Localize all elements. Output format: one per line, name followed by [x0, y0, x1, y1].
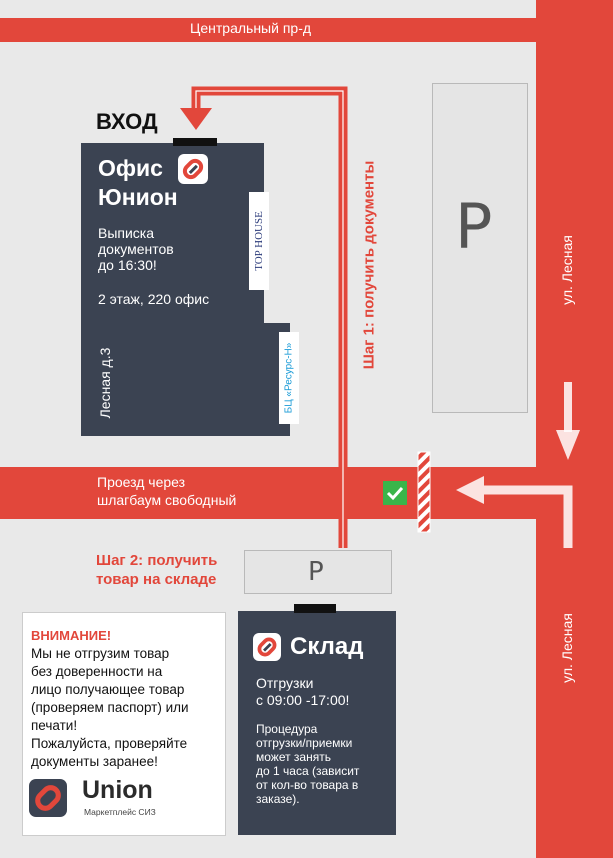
route-arrow-down-icon	[180, 108, 212, 130]
office-hours-line3: до 16:30!	[98, 257, 157, 273]
resurs-sign	[279, 332, 299, 424]
office-floor: 2 этаж, 220 офис	[98, 291, 210, 307]
road-central-label: Центральный пр-д	[190, 20, 312, 36]
brand-tagline: Маркетплейс СИЗ	[84, 807, 156, 817]
office-title-line2: Юнион	[98, 184, 178, 210]
notice-line7: документы заранее!	[31, 754, 158, 769]
arrows-right	[440, 380, 590, 550]
entrance-marker	[173, 138, 217, 146]
notice-line6: Пожалуйста, проверяйте	[31, 736, 188, 751]
warehouse-hours-line2: с 09:00 -17:00!	[256, 692, 350, 708]
arrow-left-icon	[456, 476, 568, 548]
arrow-down-icon	[556, 382, 580, 460]
barrier-icon	[412, 450, 436, 534]
entrance-label: ВХОД	[96, 109, 158, 134]
warehouse-note-line6: заказе).	[256, 792, 300, 806]
tophouse-sign	[249, 192, 269, 290]
warehouse-note-line3: может занять	[256, 750, 331, 764]
road-lesnaya-label-upper: ул. Лесная	[559, 235, 575, 305]
step2-label-line2: товар на складе	[96, 571, 217, 588]
parking-lot-large	[432, 83, 528, 413]
warehouse-title: Склад	[290, 633, 364, 660]
parking-large-label: P	[455, 190, 493, 263]
warehouse-note-line5: от кол-во товара в	[256, 778, 359, 792]
checkmark-icon	[383, 481, 407, 505]
step2-label-line1: Шаг 2: получить	[96, 552, 218, 569]
warehouse-note-line4: до 1 часа (зависит	[256, 764, 360, 778]
warehouse-hours-line1: Отгрузки	[256, 675, 314, 691]
notice-line4: (проверяем паспорт) или	[31, 700, 189, 715]
notice-line3: лицо получающее товар	[31, 682, 185, 697]
brand-logo-icon	[29, 779, 67, 817]
notice-line1: Мы не отгрузим товар	[31, 646, 170, 661]
parking-small-label: P	[308, 557, 324, 587]
notice-heading: ВНИМАНИЕ!	[31, 628, 112, 643]
road-lesnaya-label-lower: ул. Лесная	[559, 613, 575, 683]
resurs-sign-text: БЦ «Ресурс-Н»	[283, 342, 295, 414]
warehouse-note-line2: отгрузки/приемки	[256, 736, 353, 750]
office-address: Лесная д.3	[97, 347, 113, 419]
parking-lot-small	[244, 550, 392, 594]
notice-line2: без доверенности на	[31, 664, 163, 679]
tophouse-sign-text: TOP HOUSE	[253, 211, 265, 271]
step1-label: Шаг 1: получить документы	[360, 160, 378, 370]
warehouse-entrance-marker	[294, 604, 336, 613]
warehouse-union-logo-icon	[253, 633, 281, 661]
office-title-line1: Офис	[98, 155, 163, 181]
warehouse-note-line1: Процедура	[256, 722, 318, 736]
office-hours-line1: Выписка	[98, 225, 155, 241]
road-middle-label-line2: шлагбаум свободный	[97, 492, 237, 508]
brand-name: Union	[82, 776, 153, 804]
road-middle-label-line1: Проезд через	[97, 474, 186, 490]
office-union-logo-icon	[178, 154, 208, 184]
office-hours-line2: документов	[98, 241, 174, 257]
notice-line5: печати!	[31, 718, 78, 733]
